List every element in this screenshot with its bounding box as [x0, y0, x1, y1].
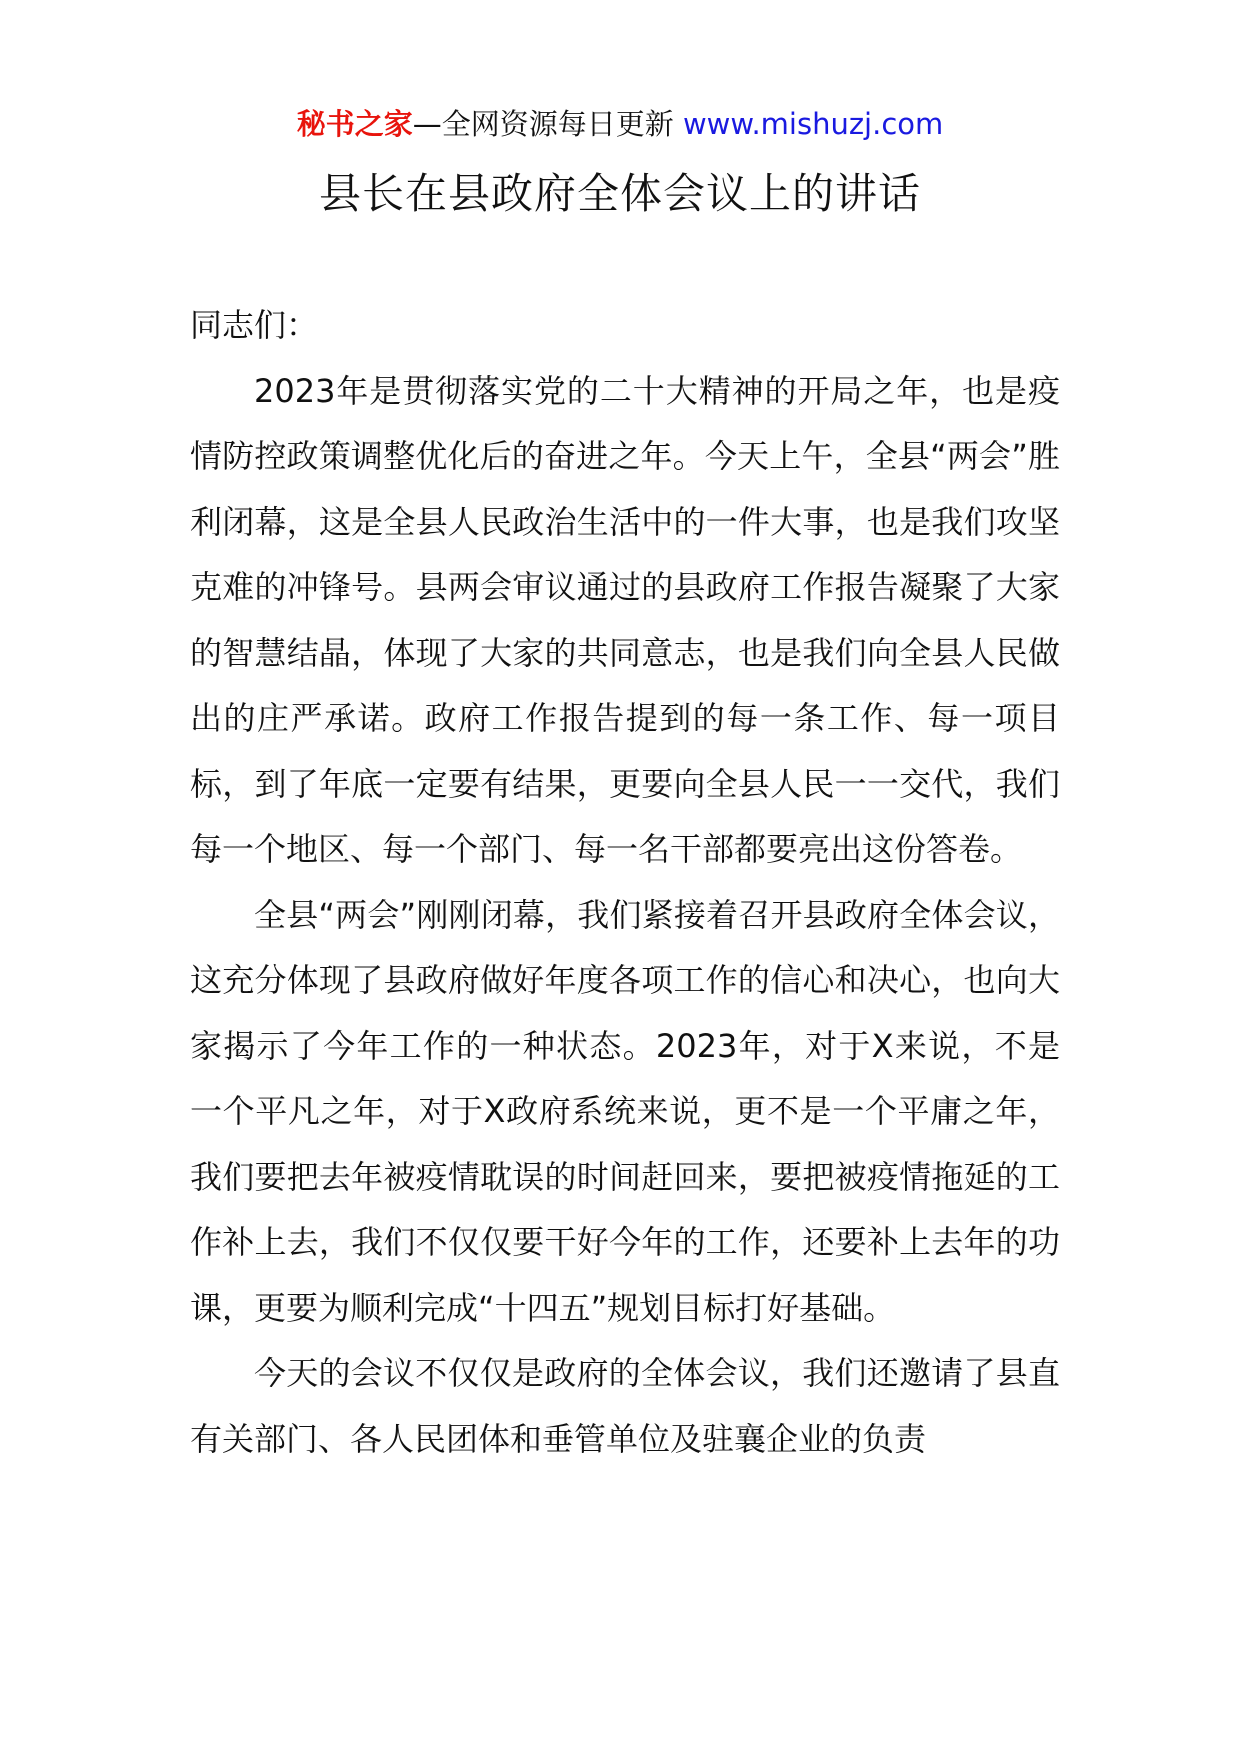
header-tagline: —全网资源每日更新 — [412, 107, 674, 141]
document-body — [190, 293, 1060, 1472]
paragraph-3: 今天的会议不仅仅是政府的全体会议，我们还邀请了县直有关部门、各人民团体和垂管单位及驻襄企业的负责 — [190, 1354, 1060, 1458]
watermark-header — [0, 104, 1240, 144]
paragraph-1: 2023年是贯彻落实党的二十大精神的开局之年，也是疫情防控政策调整优化后的奋进之年。今天上午，全县“两会”胜利闭幕，这是全县人民政治生活中的一件大事，也是我们攻坚克难的冲锋号。县两会审议通过的县政府工作报告凝聚了大家的智慧结晶，体现了大家的共同意志，也是我们向全县人民做出的庄严承诺。政府工作报告提到的每一条工作、每一项目标，到了年底一定要有结果，更要向全县人民一一交代，我们每一个地区、每一个部门、每一名干部都要亮出这份答卷。 — [190, 371, 1060, 868]
paragraph-2: 全县“两会”刚刚闭幕，我们紧接着召开县政府全体会议，这充分体现了县政府做好年度各项工作的信心和决心，也向大家揭示了今年工作的一种状态。2023年，对于X来说，不是一个平凡之年，对于X政府系统来说，更不是一个平庸之年，我们要把去年被疫情耽误的时间赶回来，要把被疫情拖延的工作补上去，我们不仅仅要干好今年的工作，还要补上去年的功课，更要为顺利完成“十四五”规划目标打好基础。 — [190, 895, 1060, 1327]
document-title: 县长在县政府全体会议上的讲话 — [318, 169, 921, 218]
brand-name: 秘书之家 — [296, 107, 413, 141]
site-url-link[interactable]: www.mishuzj.com — [682, 107, 944, 141]
salutation: 同志们： — [190, 306, 319, 344]
